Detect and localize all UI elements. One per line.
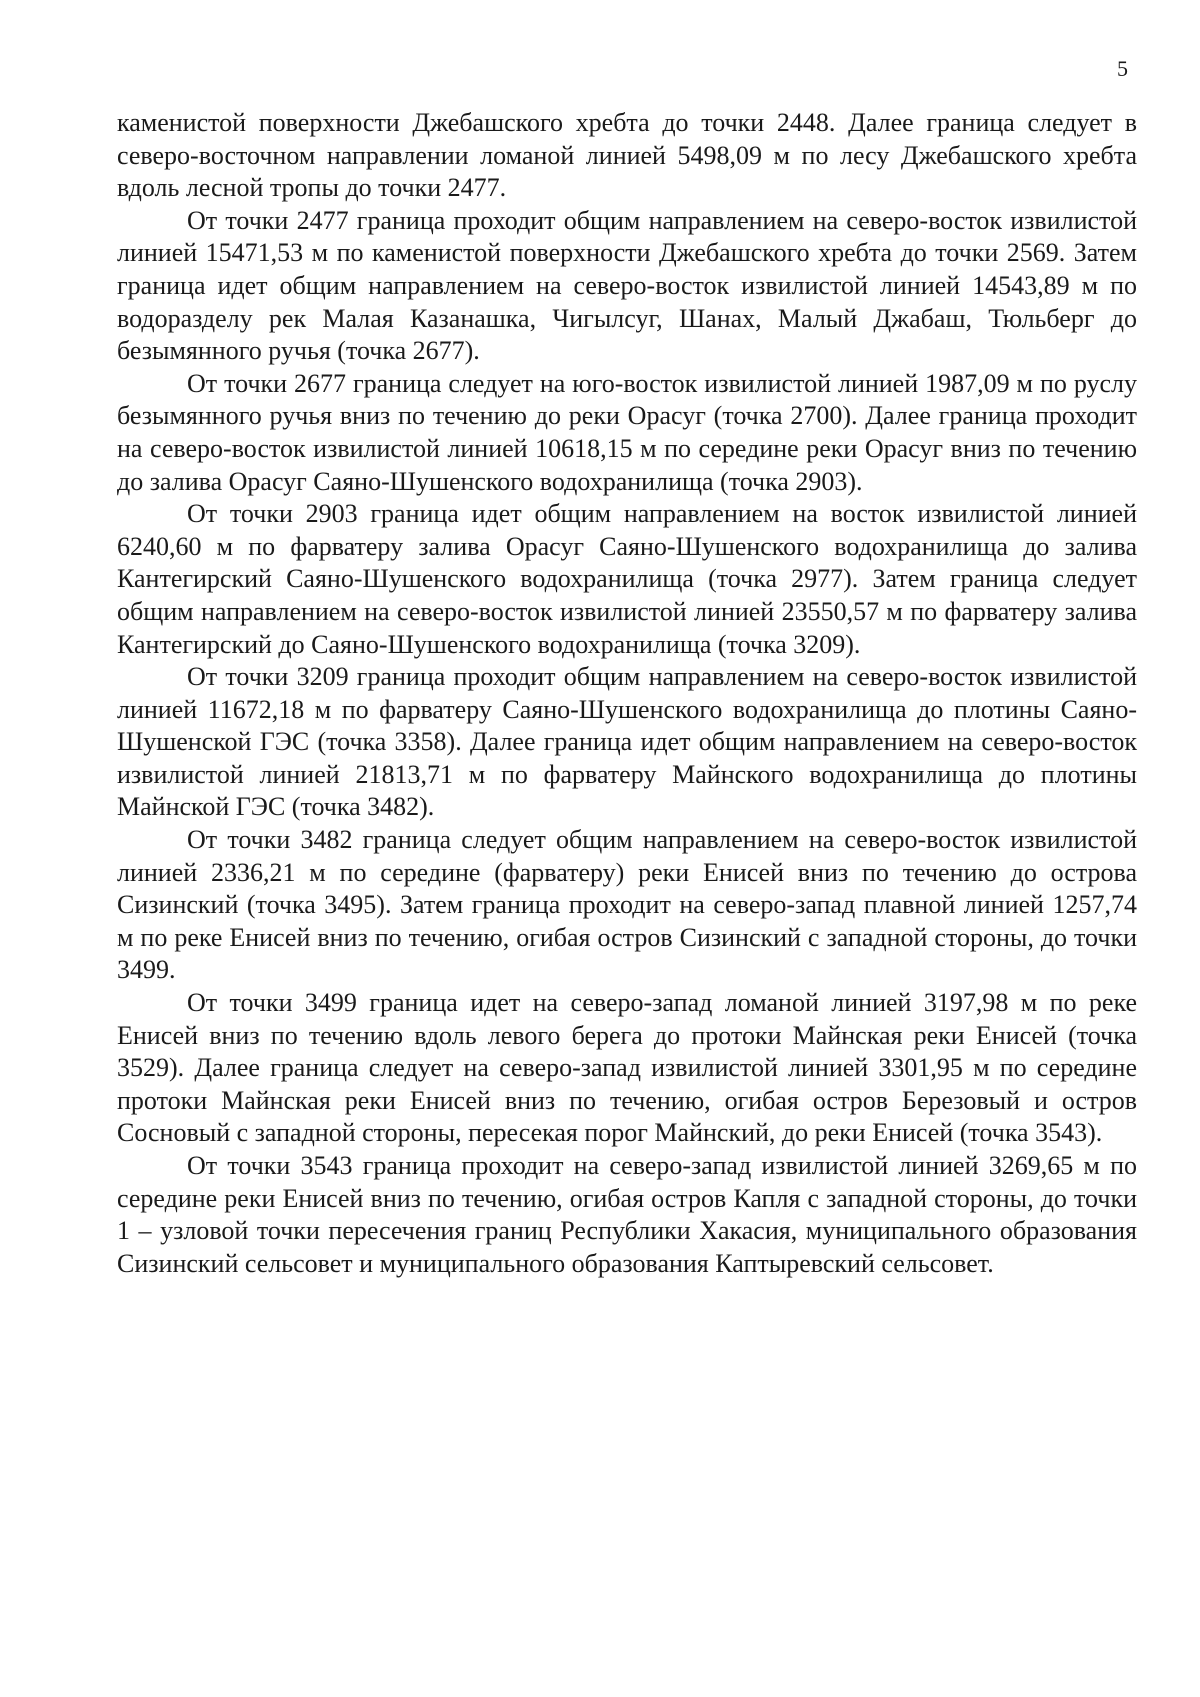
paragraph-point-3482: От точки 3482 граница следует общим направлением на северо-восток извилистой линией 2336,21 м по середине (фарватеру) реки Енисей вниз по течению до острова Сизинский (точка 3495). Затем граница проходит на северо-запад плавной линией 1257,74 м по реке Енисей вниз по течению, огибая остров Сизинский с западной стороны, до точки 3499.: [117, 825, 1137, 985]
page-number: 5: [1117, 56, 1128, 81]
paragraph-point-2903: От точки 2903 граница идет общим направлением на восток извилистой линией 6240,60 м по фарватеру залива Орасуг Саяно-Шушенского водохранилища до залива Кантегирский Саяно-Шушенского водохранилища (точка 2977). Затем граница следует общим направлением на северо-восток извилистой линией 23550,57 м по фарватеру залива Кантегирский до Саяно-Шушенского водохранилища (точка 3209).: [117, 499, 1137, 659]
paragraph-point-3209: От точки 3209 граница проходит общим направлением на северо-восток извилистой линией 11672,18 м по фарватеру Саяно-Шушенского водохранилища до плотины Саяно-Шушенской ГЭС (точка 3358). Далее граница идет общим направлением на северо-восток извилистой линией 21813,71 м по фарватеру Майнского водохранилища до плотины Майнской ГЭС (точка 3482).: [117, 662, 1137, 822]
document-body: [117, 107, 1137, 1280]
paragraph-point-3499: От точки 3499 граница идет на северо-запад ломаной линией 3197,98 м по реке Енисей вниз по течению вдоль левого берега до протоки Майнская реки Енисей (точка 3529). Далее граница следует на северо-запад извилистой линией 3301,95 м по середине протоки Майнская реки Енисей вниз по течению, огибая остров Березовый и остров Сосновый с западной стороны, пересекая порог Майнский, до реки Енисей (точка 3543).: [117, 988, 1137, 1148]
paragraph-point-2477: От точки 2477 граница проходит общим направлением на северо-восток извилистой линией 15471,53 м по каменистой поверхности Джебашского хребта до точки 2569. Затем граница идет общим направлением на северо-восток извилистой линией 14543,89 м по водоразделу рек Малая Казанашка, Чигылсуг, Шанах, Малый Джабаш, Тюльберг до безымянного ручья (точка 2677).: [117, 205, 1137, 366]
paragraph-point-3543: От точки 3543 граница проходит на северо-запад извилистой линией 3269,65 м по середине реки Енисей вниз по течению, огибая остров Капля с западной стороны, до точки 1 – узловой точки пересечения границ Республики Хакасия, муниципального образования Сизинский сельсовет и муниципального образования Каптыревский сельсовет.: [117, 1151, 1137, 1278]
paragraph-continued: каменистой поверхности Джебашского хребта до точки 2448. Далее граница следует в северо-восточном направлении ломаной линией 5498,09 м по лесу Джебашского хребта вдоль лесной тропы до точки 2477.: [117, 108, 1137, 203]
paragraph-point-2677: От точки 2677 граница следует на юго-восток извилистой линией 1987,09 м по руслу безымянного ручья вниз по течению до реки Орасуг (точка 2700). Далее граница проходит на северо-восток извилистой линией 10618,15 м по середине реки Орасуг вниз по течению до залива Орасуг Саяно-Шушенского водохранилища (точка 2903).: [117, 368, 1137, 496]
